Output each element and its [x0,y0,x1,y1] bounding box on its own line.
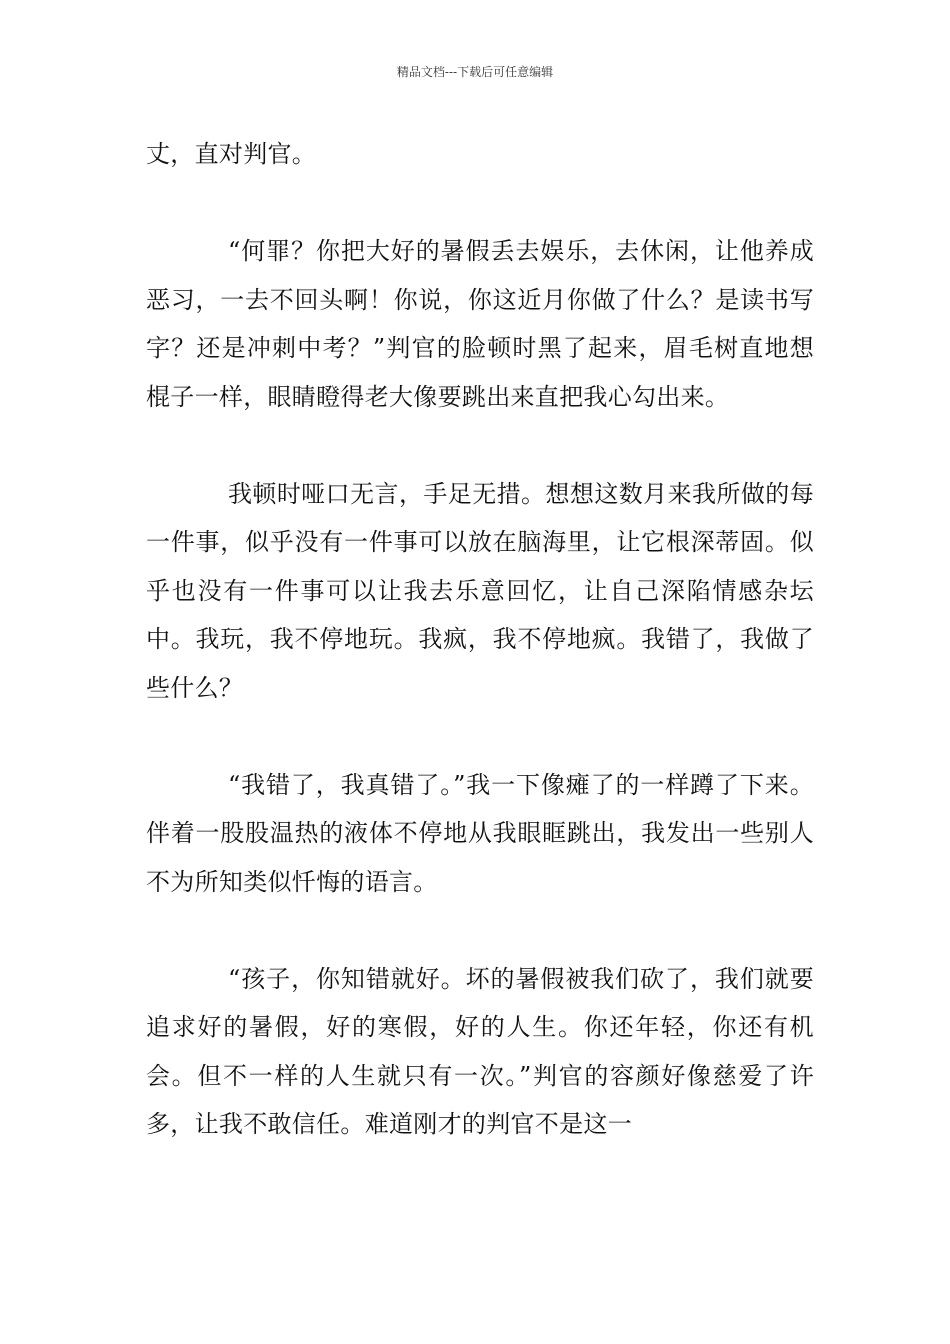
paragraph: 我顿时哑口无言，手足无措。想想这数月来我所做的每一件事，似乎没有一件事可以放在脑海里，让它根深蒂固。似乎也没有一件事可以让我去乐意回忆，让自己深陷情感杂坛中。我玩，我不停地玩。我疯，我不停地疯。我错了，我做了些什么？ [146,479,814,702]
paragraph: 丈，直对判官。 [146,140,317,168]
document-body [146,130,814,1197]
paragraph: “我错了，我真错了。”我一下像瘫了的一样蹲了下来。伴着一股股温热的液体不停地从我眼眶跳出，我发出一些别人不为所知类似忏悔的语言。 [146,770,814,896]
page-header: 精品文档---下载后可任意编辑 [396,65,554,79]
paragraph: “孩子，你知错就好。坏的暑假被我们砍了，我们就要追求好的暑假，好的寒假，好的人生。你还年轻，你还有机会。但不一样的人生就只有一次。”判官的容颜好像慈爱了许多，让我不敢信任。难道刚才的判官不是这一 [146,964,814,1138]
paragraph: “何罪？你把大好的暑假丢去娱乐，去休闲，让他养成恶习，一去不回头啊！你说，你这近月你做了什么？是读书写字？还是冲刺中考？”判官的脸顿时黑了起来，眉毛树直地想棍子一样，眼睛瞪得老大像要跳出来直把我心勾出来。 [146,237,814,411]
